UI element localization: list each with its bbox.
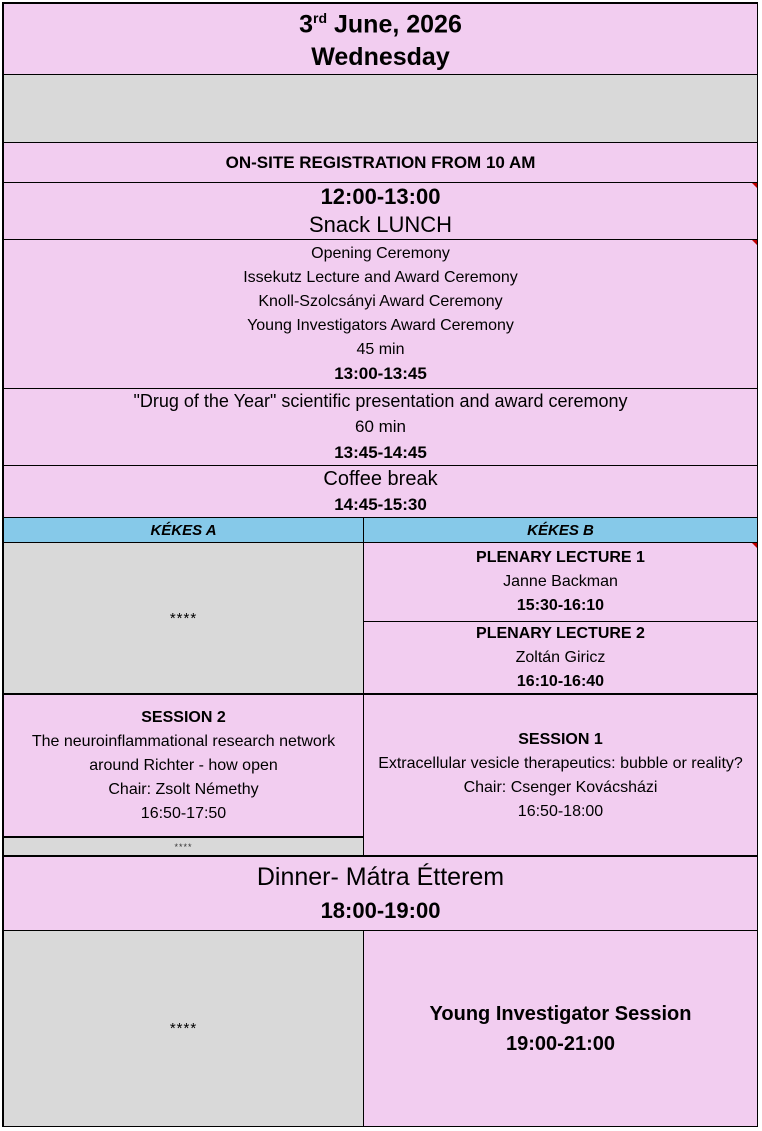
lunch-row <box>3 182 758 240</box>
room-a-gap <box>3 837 364 857</box>
date-header <box>3 3 758 75</box>
comment-marker <box>752 240 757 245</box>
date-month-year: June, 2026 <box>327 10 462 39</box>
comment-marker <box>752 543 757 548</box>
date-day: 3 <box>299 10 314 39</box>
blank-row <box>3 74 758 143</box>
plenary1-time: 15:30-16:10 <box>516 597 605 614</box>
plenary2-time: 16:10-16:40 <box>516 672 605 690</box>
session-2 <box>3 694 364 838</box>
session2-topic: The neuroinflammational research network <box>31 732 336 750</box>
plenary-lecture-2 <box>363 621 758 695</box>
lunch-time: 12:00-13:00 <box>320 184 441 209</box>
opening-row <box>3 239 758 389</box>
date-suffix: rd <box>313 9 328 26</box>
session1-time: 16:50-18:00 <box>517 802 604 820</box>
opening-line: Young Investigators Award Ceremony <box>247 317 514 334</box>
plenary2-speaker: Zoltán Giricz <box>515 648 606 666</box>
room-a-label: KÉKES A <box>150 521 217 539</box>
plenary-lecture-1 <box>363 542 758 622</box>
room-b-header <box>363 517 758 543</box>
opening-duration: 45 min <box>356 341 405 358</box>
young-investigator-session <box>363 930 758 1127</box>
room-b-label: KÉKES B <box>527 521 594 539</box>
plenary1-speaker: Janne Backman <box>503 573 618 590</box>
weekday: Wednesday <box>311 43 450 72</box>
drug-time: 13:45-14:45 <box>334 443 427 462</box>
session-1 <box>363 694 758 857</box>
session2-time: 16:50-17:50 <box>140 804 227 822</box>
opening-time: 13:00-13:45 <box>334 364 427 383</box>
drug-of-year-row <box>3 388 758 466</box>
registration-text: ON-SITE REGISTRATION FROM 10 AM <box>225 152 536 172</box>
opening-line: Opening Ceremony <box>311 245 450 262</box>
room-a-header <box>3 517 364 543</box>
session2-topic: around Richter - how open <box>89 756 278 774</box>
registration-row <box>3 142 758 183</box>
drug-title: "Drug of the Year" scientific presentation and award ceremony <box>133 391 628 411</box>
placeholder-stars: **** <box>174 842 193 852</box>
lunch-title: Snack LUNCH <box>308 212 453 237</box>
coffee-row <box>3 465 758 518</box>
dinner-row <box>3 855 758 931</box>
plenary2-title: PLENARY LECTURE 2 <box>476 624 645 642</box>
evening-room-a <box>3 930 364 1127</box>
session2-chair: Chair: Zsolt Némethy <box>108 780 259 798</box>
opening-line: Issekutz Lecture and Award Ceremony <box>243 269 518 286</box>
session1-title: SESSION 1 <box>518 730 603 748</box>
placeholder-stars: **** <box>169 1020 198 1037</box>
session1-topic: Extracellular vesicle therapeutics: bubble or reality? <box>378 754 743 772</box>
coffee-time: 14:45-15:30 <box>334 494 427 514</box>
plenary1-title: PLENARY LECTURE 1 <box>476 549 645 566</box>
young-time: 19:00-21:00 <box>506 1032 615 1055</box>
dinner-time: 18:00-19:00 <box>320 897 441 923</box>
placeholder-stars: **** <box>169 609 198 627</box>
drug-duration: 60 min <box>354 417 407 436</box>
session2-title: SESSION 2 <box>141 708 226 726</box>
coffee-title: Coffee break <box>323 467 438 490</box>
dinner-title: Dinner- Mátra Étterem <box>256 862 505 891</box>
comment-marker <box>752 183 757 188</box>
date-line <box>299 3 462 39</box>
young-title: Young Investigator Session <box>429 1002 692 1025</box>
session1-chair: Chair: Csenger Kovácsházi <box>463 778 658 796</box>
room-a-empty-block <box>3 542 364 695</box>
opening-line: Knoll-Szolcsányi Award Ceremony <box>258 293 503 310</box>
